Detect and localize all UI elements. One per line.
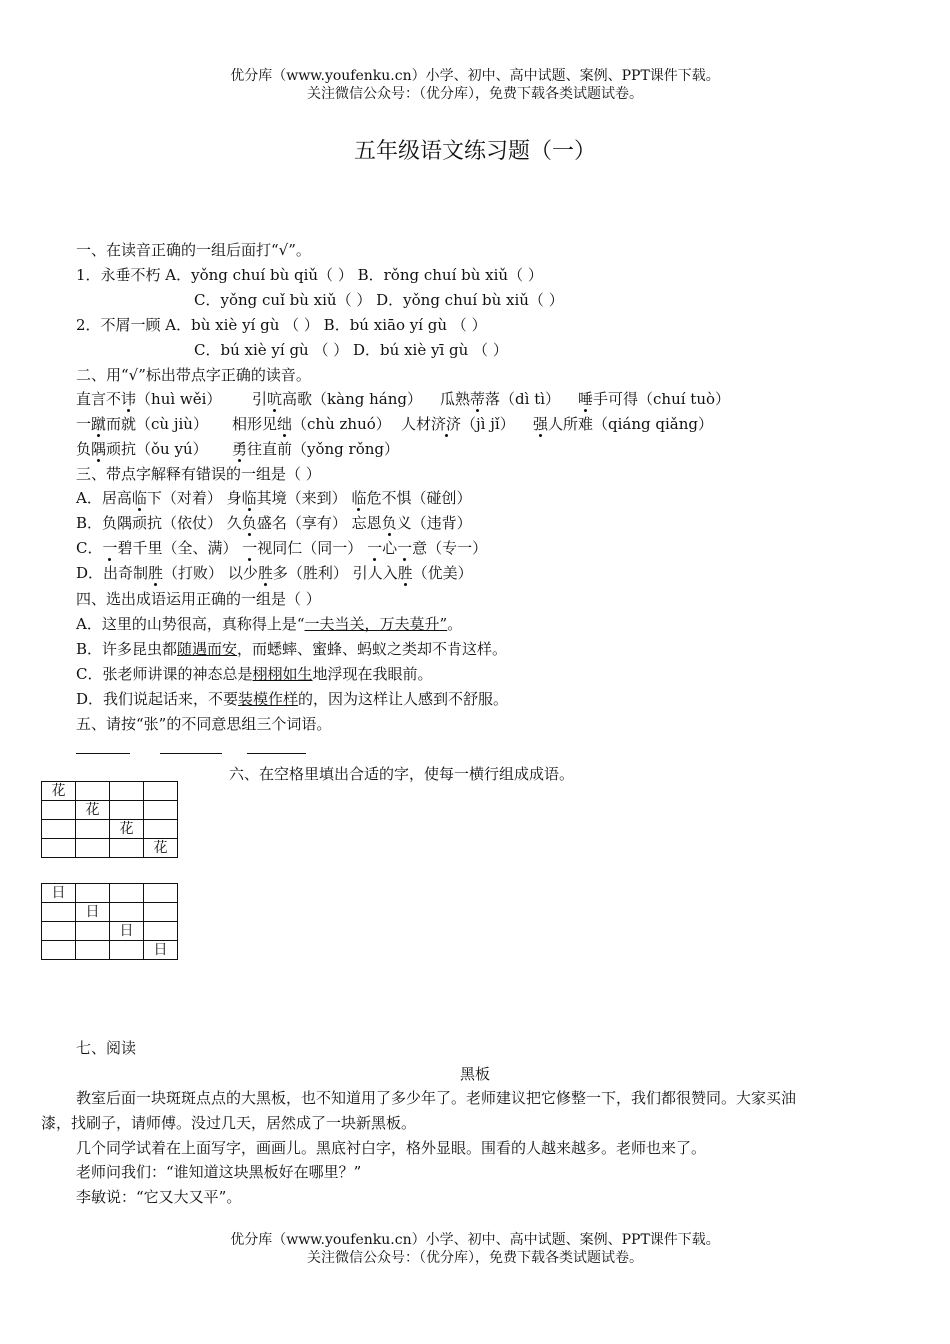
passage-paragraph-1-cont: 漆，找刷子，请师傅。没过几天，居然成了一块新黑板。 (41, 1114, 417, 1132)
footer-line-2: 关注微信公众号：（优分库），免费下载各类试题试卷。 (307, 1250, 643, 1266)
grid-cell[interactable] (42, 839, 76, 858)
grid-cell[interactable] (110, 941, 144, 960)
grid-cell: 花 (110, 820, 144, 839)
grid-cell[interactable] (144, 801, 178, 820)
grid-cell[interactable] (110, 801, 144, 820)
grid-cell[interactable] (76, 839, 110, 858)
grid-cell[interactable] (42, 922, 76, 941)
passage-paragraph-1: 教室后面一块斑斑点点的大黑板，也不知道用了多少年了。老师建议把它修整一下，我们都很赞同。大家买油 (76, 1089, 797, 1107)
q6-heading: 六、在空格里填出合适的字，使每一横行组成成语。 (229, 765, 575, 783)
q1-item1-line2: C．yǒng cuǐ bù xiǔ（ ） D．yǒng chuí bù xiǔ（ ） (194, 291, 564, 309)
q2-item: 直言不讳（huì wěi） (76, 390, 222, 408)
q2-item: 唾手可得（chuí tuò） (578, 390, 731, 408)
answer-blank[interactable] (76, 753, 130, 754)
q1-item2-line2: C．bú xiè yí gù （ ） D．bú xiè yī gù （ ） (194, 341, 508, 359)
grid-cell: 花 (42, 782, 76, 801)
grid-cell[interactable] (110, 839, 144, 858)
grid-cell: 花 (76, 801, 110, 820)
grid-cell: 日 (76, 903, 110, 922)
q2-item: 瓜熟蒂落（dì tì） (440, 390, 561, 408)
grid-cell[interactable] (144, 820, 178, 839)
q3-heading: 三、带点字解释有错误的一组是（ ） (76, 465, 321, 483)
grid-cell[interactable] (76, 820, 110, 839)
grid-cell[interactable] (76, 922, 110, 941)
q2-item: 强人所难（qiáng qiǎng） (533, 415, 713, 433)
q3-option-a: A．居高临下（对着） 身临其境（来到） 临危不惧（碰创） (76, 489, 472, 507)
grid-cell[interactable] (76, 884, 110, 903)
grid-cell[interactable] (144, 922, 178, 941)
grid-cell[interactable] (144, 782, 178, 801)
grid-cell: 日 (144, 941, 178, 960)
grid-cell[interactable] (42, 820, 76, 839)
q3-option-d: D．出奇制胜（打败） 以少胜多（胜利） 引人入胜（优美） (76, 564, 473, 582)
q3-option-c: C．一碧千里（全、满） 一视同仁（同一） 一心一意（专一） (76, 539, 488, 557)
grid-cell[interactable] (42, 941, 76, 960)
q4-option-a: A．这里的山势很高，真称得上是“一夫当关，万夫莫升”。 (76, 615, 463, 633)
q1-item1-line1: 1．永垂不朽 A．yǒng chuí bù qiǔ（ ） B．rǒng chuí bù xiǔ（ ） (76, 266, 543, 284)
answer-blank[interactable] (247, 753, 306, 754)
q4-heading: 四、选出成语运用正确的一组是（ ） (76, 590, 321, 608)
passage-paragraph-2: 几个同学试着在上面写字，画画儿。黑底衬白字，格外显眼。围看的人越来越多。老师也来了。 (76, 1139, 707, 1157)
q1-heading: 一、在读音正确的一组后面打“√”。 (76, 241, 311, 259)
q1-item2-line1: 2．不屑一顾 A．bù xiè yí gù （ ） B．bú xiāo yí gù （ ） (76, 316, 487, 334)
q4-option-c: C．张老师讲课的神态总是栩栩如生地浮现在我眼前。 (76, 665, 433, 683)
footer-line-1: 优分库（www.youfenku.cn）小学、初中、高中试题、案例、PPT课件下载。 (230, 1232, 720, 1248)
q2-item: 勇往直前（yǒng rǒng） (232, 440, 400, 458)
grid-cell[interactable] (110, 903, 144, 922)
grid-cell[interactable] (144, 884, 178, 903)
q5-heading: 五、请按“张”的不同意思组三个词语。 (76, 715, 332, 733)
answer-blank[interactable] (160, 753, 222, 754)
q2-item: 一蹴而就（cù jiù） (76, 415, 208, 433)
grid-cell[interactable] (76, 941, 110, 960)
grid-cell[interactable] (42, 903, 76, 922)
q4-option-d: D．我们说起话来，不要装模作样的，因为这样让人感到不舒服。 (76, 690, 509, 708)
passage-paragraph-3: 老师问我们：“谁知道这块黑板好在哪里？” (76, 1163, 362, 1181)
q2-item: 人材济济（jì jǐ） (401, 415, 515, 433)
grid-cell[interactable] (110, 884, 144, 903)
q3-option-b: B．负隅顽抗（依仗） 久负盛名（享有） 忘恩负义（违背） (76, 514, 472, 532)
grid-cell[interactable] (110, 782, 144, 801)
q7-heading: 七、阅读 (76, 1039, 137, 1057)
passage-title: 黑板 (459, 1065, 490, 1083)
grid-cell: 花 (144, 839, 178, 858)
q2-item: 负隅顽抗（ǒu yú） (76, 440, 208, 458)
grid-cell: 日 (110, 922, 144, 941)
page-title: 五年级语文练习题（一） (353, 139, 596, 164)
idiom-grid-ri (41, 883, 178, 960)
q2-item: 引吭高歌（kàng háng） (252, 390, 422, 408)
grid-cell[interactable] (144, 903, 178, 922)
q2-item: 相形见绌（chù zhuó） (232, 415, 391, 433)
passage-paragraph-4: 李敏说：“它又大又平”。 (76, 1188, 242, 1206)
grid-cell: 日 (42, 884, 76, 903)
q4-option-b: B．许多昆虫都随遇而安，而蟋蟀、蜜蜂、蚂蚁之类却不肯这样。 (76, 640, 508, 658)
header-line-1: 优分库（www.youfenku.cn）小学、初中、高中试题、案例、PPT课件下载。 (230, 68, 720, 84)
header-line-2: 关注微信公众号：（优分库），免费下载各类试题试卷。 (307, 86, 643, 102)
grid-cell[interactable] (76, 782, 110, 801)
idiom-grid-hua (41, 781, 178, 858)
grid-cell[interactable] (42, 801, 76, 820)
q2-heading: 二、用“√”标出带点字正确的读音。 (76, 366, 311, 384)
